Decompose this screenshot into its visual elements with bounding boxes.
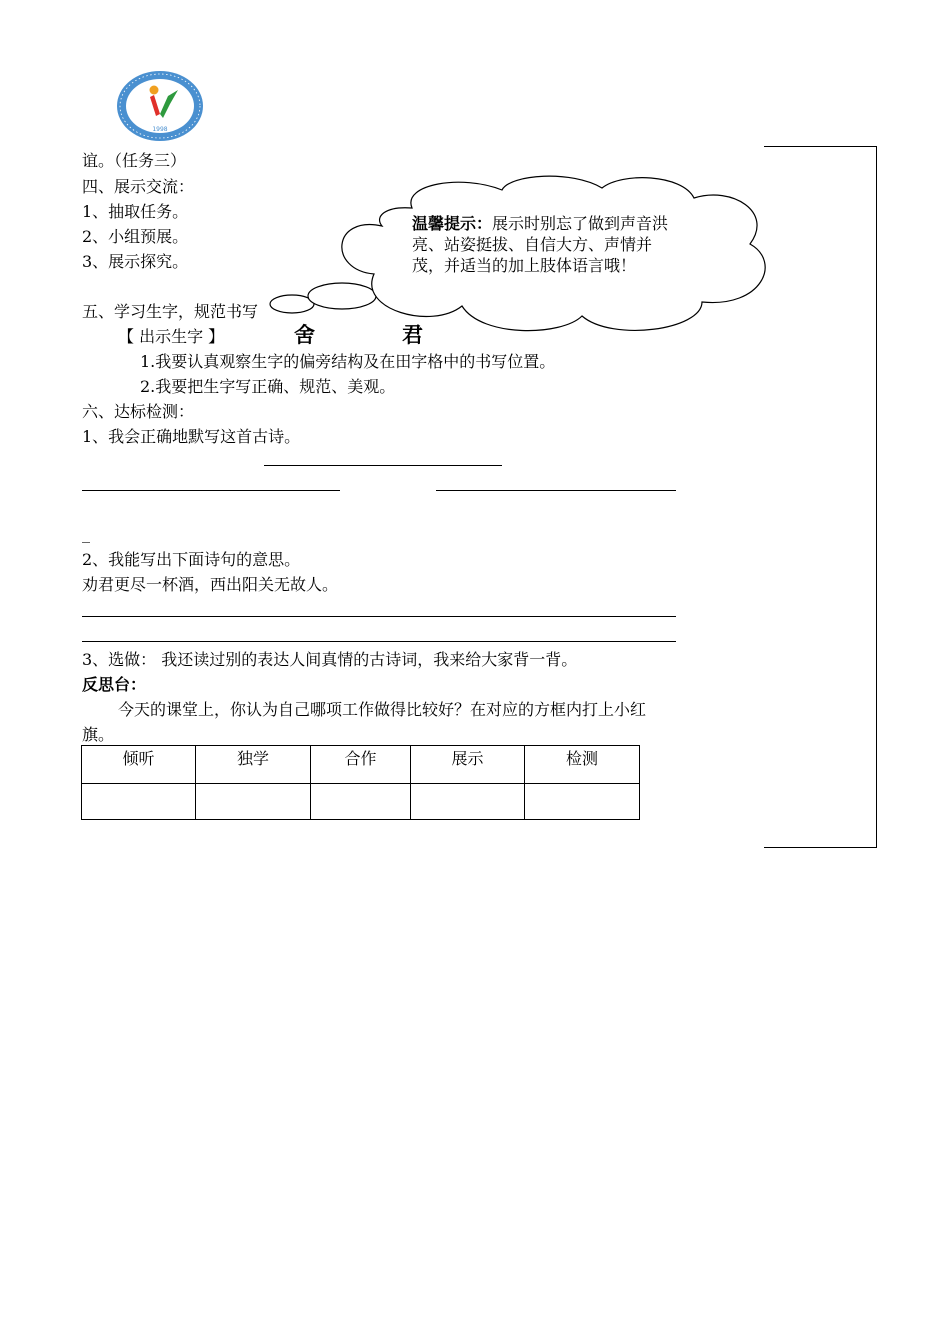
reflection-table: [81, 745, 640, 820]
flag-cell[interactable]: [411, 784, 525, 820]
text-line: _: [82, 524, 90, 543]
flag-cell[interactable]: [82, 784, 196, 820]
table-row: [82, 784, 640, 820]
poem-line: 劝君更尽一杯酒，西出阳关无故人。: [82, 575, 339, 594]
text-line: 今天的课堂上，你认为自己哪项工作做得比较好？在对应的方框内打上小红: [118, 700, 647, 719]
character-jun: 君: [402, 323, 423, 347]
tip-text: [412, 213, 674, 276]
tip-label: 温馨提示：: [412, 214, 493, 233]
text-line: 谊。（任务三）: [82, 151, 187, 170]
section-heading: 六、达标检测：: [82, 402, 195, 421]
flag-cell[interactable]: [196, 784, 311, 820]
text-line: 2.我要把生字写正确、规范、美观。: [140, 377, 396, 396]
reflection-heading: 反思台：: [82, 675, 147, 694]
table-header-cell: 独学: [196, 746, 311, 784]
character-she: 舍: [294, 323, 315, 347]
text-line: 3、选做： 我还读过别的表达人间真情的古诗词，我来给大家背一背。: [82, 650, 578, 669]
answer-line: [82, 616, 676, 617]
section-heading: 四、展示交流：: [82, 177, 195, 196]
section-heading: 五、学习生字，规范书写: [82, 302, 259, 321]
text-line: 1、我会正确地默写这首古诗。: [82, 427, 301, 446]
text-line: 2、小组预展。: [82, 227, 189, 246]
flag-cell[interactable]: [311, 784, 411, 820]
text-line: 1、抽取任务。: [82, 202, 189, 221]
answer-line: [436, 490, 676, 491]
school-emblem-icon: [116, 70, 204, 142]
table-header-cell: 合作: [311, 746, 411, 784]
show-characters-label: 【 出示生字 】: [118, 327, 225, 346]
logo-year: 1998: [152, 126, 168, 133]
text-line: 旗。: [82, 725, 115, 744]
answer-line: [82, 490, 340, 491]
flag-cell[interactable]: [525, 784, 640, 820]
table-header-cell: 倾听: [82, 746, 196, 784]
text-line: 3、展示探究。: [82, 252, 189, 271]
table-header-cell: 检测: [525, 746, 640, 784]
answer-line: [264, 465, 502, 466]
tip-body: 展示时别忘了做到声音洪亮、站姿挺拔、自信大方、声情并茂，并适当的加上肢体语言哦！: [412, 214, 669, 275]
table-header-row: [82, 746, 640, 784]
text-line: 1.我要认真观察生字的偏旁结构及在田字格中的书写位置。: [140, 352, 556, 371]
table-header-cell: 展示: [411, 746, 525, 784]
text-line: 2、我能写出下面诗句的意思。: [82, 550, 301, 569]
answer-line: [82, 641, 676, 642]
